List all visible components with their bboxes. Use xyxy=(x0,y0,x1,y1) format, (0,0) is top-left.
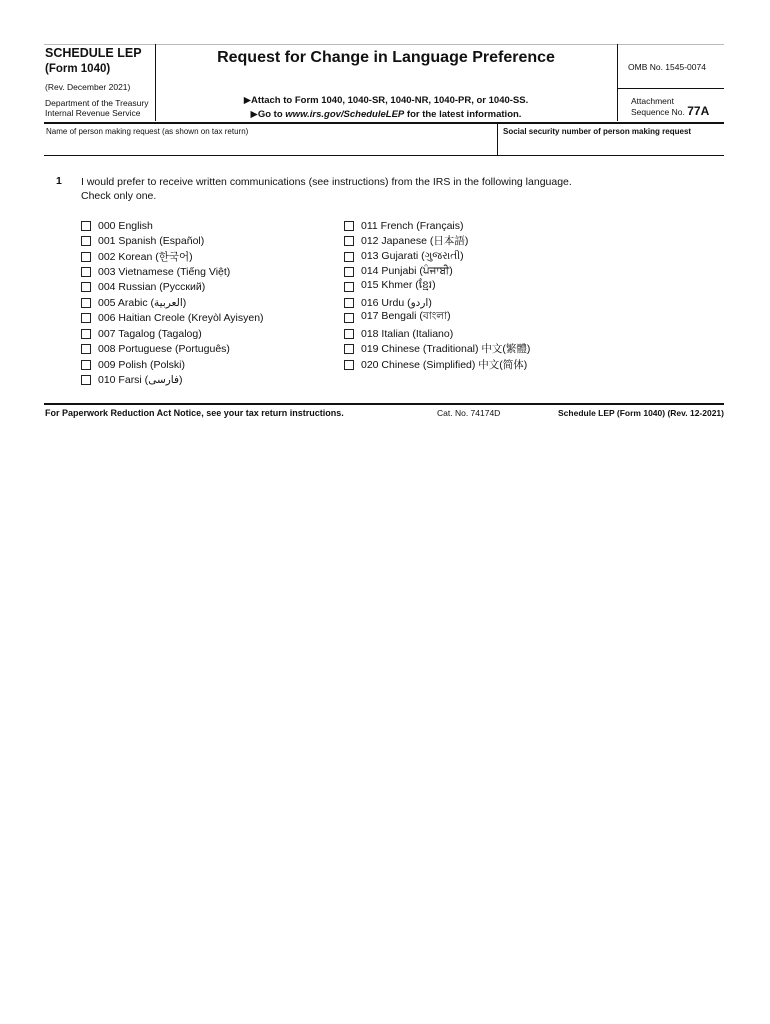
revision-date: (Rev. December 2021) xyxy=(45,82,131,92)
language-label: 008 Portuguese (Português) xyxy=(98,342,230,355)
checkbox[interactable] xyxy=(81,236,91,246)
footer-form-id: Schedule LEP (Form 1040) (Rev. 12-2021) xyxy=(558,408,724,418)
language-option-arabic[interactable] xyxy=(81,295,186,310)
language-option-korean[interactable] xyxy=(81,249,193,264)
omb-number: OMB No. 1545-0074 xyxy=(628,62,706,72)
department-name: Department of the Treasury xyxy=(45,98,149,108)
checkbox[interactable] xyxy=(81,360,91,370)
language-label: 009 Polish (Polski) xyxy=(98,358,185,371)
language-label: 001 Spanish (Español) xyxy=(98,234,205,247)
goto-instruction xyxy=(156,109,616,120)
line-number: 1 xyxy=(56,175,62,187)
checkbox[interactable] xyxy=(344,298,354,308)
checkbox[interactable] xyxy=(81,267,91,277)
language-option-japanese[interactable] xyxy=(344,233,468,248)
language-label: 013 Gujarati (ગુજરાતી) xyxy=(361,250,464,262)
language-option-bengali[interactable] xyxy=(344,310,451,325)
ssn-input[interactable] xyxy=(500,138,724,155)
language-label: 003 Vietnamese (Tiếng Việt) xyxy=(98,265,231,278)
checkbox[interactable] xyxy=(344,236,354,246)
form-title: Request for Change in Language Preference xyxy=(217,49,555,66)
language-label: 010 Farsi (فارسی) xyxy=(98,373,183,386)
header-divider-right xyxy=(617,44,618,121)
language-label: 005 Arabic (العربية) xyxy=(98,296,187,309)
language-label: 006 Haitian Creole (Kreyòl Ayisyen) xyxy=(98,311,264,324)
name-label: Name of person making request (as shown on tax return) xyxy=(46,127,249,136)
checkbox[interactable] xyxy=(344,344,354,354)
checkbox[interactable] xyxy=(344,313,354,323)
ssn-label: Social security number of person making request xyxy=(503,127,692,136)
checkbox[interactable] xyxy=(344,252,354,262)
agency-name: Internal Revenue Service xyxy=(45,108,141,118)
language-label: 000 English xyxy=(98,219,153,232)
paperwork-notice: For Paperwork Reduction Act Notice, see your tax return instructions. xyxy=(45,408,344,418)
language-label: 002 Korean (한국어) xyxy=(98,251,193,263)
language-label: 015 Khmer (ខ្មែរ) xyxy=(361,279,436,291)
language-label: 007 Tagalog (Tagalog) xyxy=(98,327,202,340)
language-option-portuguese[interactable] xyxy=(81,341,230,356)
language-label: 011 French (Français) xyxy=(361,219,464,232)
name-input[interactable] xyxy=(44,138,496,155)
checkbox[interactable] xyxy=(344,267,354,277)
language-option-chinese-traditional[interactable] xyxy=(344,341,530,356)
checkbox[interactable] xyxy=(81,252,91,262)
checkbox[interactable] xyxy=(344,221,354,231)
schedule-form: (Form 1040) xyxy=(45,63,111,75)
language-option-punjabi[interactable] xyxy=(344,264,453,279)
language-option-vietnamese[interactable] xyxy=(81,264,230,279)
checkbox[interactable] xyxy=(81,221,91,231)
language-label: 004 Russian (Русский) xyxy=(98,280,206,293)
top-border xyxy=(44,44,724,45)
goto-prefix: ▶Go to xyxy=(250,109,286,120)
language-option-urdu[interactable] xyxy=(344,295,432,310)
language-option-khmer[interactable] xyxy=(344,279,436,294)
language-option-english[interactable] xyxy=(81,218,153,233)
language-option-haitian-creole[interactable] xyxy=(81,310,264,325)
checkbox[interactable] xyxy=(344,329,354,339)
checkbox[interactable] xyxy=(81,375,91,385)
language-label: 018 Italian (Italiano) xyxy=(361,327,454,340)
checkbox[interactable] xyxy=(344,360,354,370)
language-option-french[interactable] xyxy=(344,218,464,233)
goto-suffix: for the latest information. xyxy=(404,109,522,120)
language-option-italian[interactable] xyxy=(344,326,453,341)
checkbox[interactable] xyxy=(81,329,91,339)
checkbox[interactable] xyxy=(81,313,91,323)
schedule-title: SCHEDULE LEP xyxy=(45,46,142,60)
language-option-polish[interactable] xyxy=(81,357,185,372)
checkbox[interactable] xyxy=(81,298,91,308)
sequence-label: Sequence No. xyxy=(631,107,688,117)
goto-url-link[interactable]: www.irs.gov/ScheduleLEP xyxy=(285,109,405,120)
question-line-1: I would prefer to receive written communications (see instructions) from the IRS in the following language. xyxy=(81,176,572,188)
language-option-gujarati[interactable] xyxy=(344,249,464,264)
omb-divider xyxy=(618,88,724,89)
name-bottom-rule xyxy=(44,155,724,156)
attachment-sequence xyxy=(631,106,709,118)
attach-instruction: ▶Attach to Form 1040, 1040-SR, 1040-NR, 1040-PR, or 1040-SS. xyxy=(243,95,529,106)
language-option-chinese-simplified[interactable] xyxy=(344,357,527,372)
language-option-spanish[interactable] xyxy=(81,233,204,248)
sequence-number: 77A xyxy=(687,104,710,118)
language-label: 016 Urdu (اردو) xyxy=(361,296,432,309)
department-info xyxy=(45,98,157,118)
language-label: 012 Japanese (日本語) xyxy=(361,235,469,247)
catalog-number: Cat. No. 74174D xyxy=(437,408,501,418)
footer-rule xyxy=(44,403,724,405)
name-ssn-divider xyxy=(497,124,498,156)
header-bottom-rule xyxy=(44,122,724,124)
checkbox[interactable] xyxy=(81,282,91,292)
attachment-label: Attachment xyxy=(631,96,674,106)
language-label: 019 Chinese (Traditional) 中文(繁體) xyxy=(361,343,531,355)
question-text xyxy=(81,175,641,203)
language-option-farsi[interactable] xyxy=(81,372,183,387)
language-option-russian[interactable] xyxy=(81,279,205,294)
language-label: 014 Punjabi (ਪੰਜਾਬੀ) xyxy=(361,265,453,277)
language-label: 017 Bengali (বাংলা) xyxy=(361,310,451,322)
language-option-tagalog[interactable] xyxy=(81,326,202,341)
checkbox[interactable] xyxy=(344,282,354,292)
question-line-2: Check only one. xyxy=(81,190,157,202)
checkbox[interactable] xyxy=(81,344,91,354)
language-label: 020 Chinese (Simplified) 中文(简体) xyxy=(361,359,528,371)
